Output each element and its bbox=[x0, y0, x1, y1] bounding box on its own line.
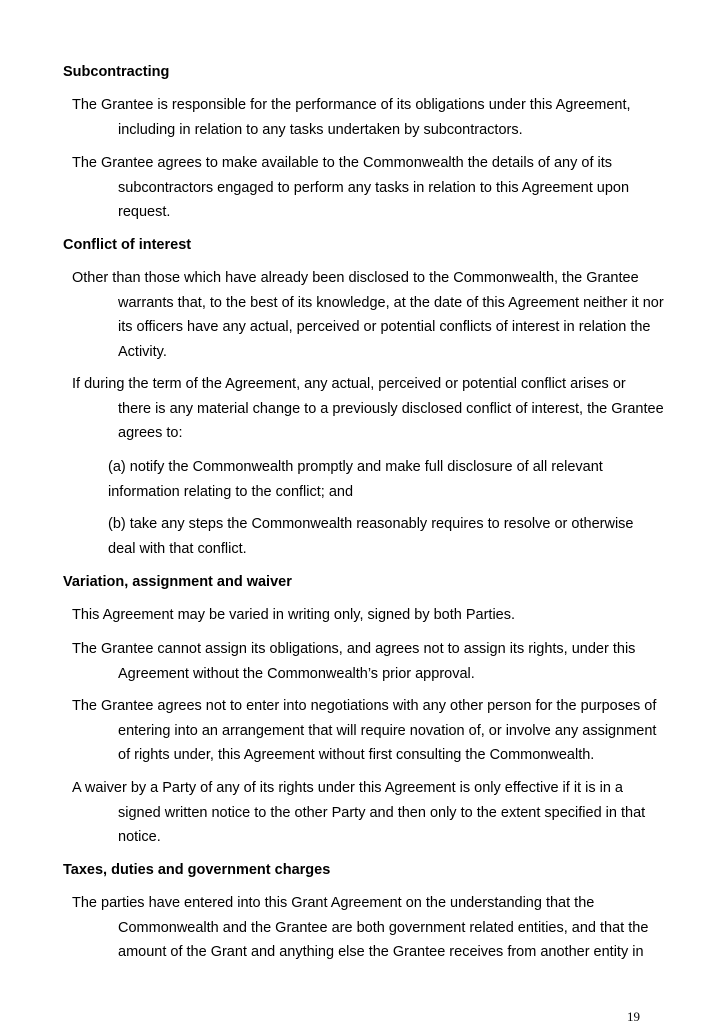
paragraph-first-line: If during the term of the Agreement, any actual, perceived or potential conflict arises or bbox=[72, 376, 626, 392]
paragraph-first-line: The Grantee agrees to make available to the Commonwealth the details of any of its bbox=[72, 155, 613, 171]
paragraph-continuation: subcontractors engaged to perform any tasks in relation to this Agreement upon request. bbox=[118, 179, 630, 220]
list-item-b: (b) take any steps the Commonwealth reasonably requires to resolve or otherwise deal with that conflict. bbox=[108, 516, 634, 557]
paragraph-continuation: warrants that, to the best of its knowledge, at the date of this Agreement neither it nor its officers have any actual, perceived or potential conflicts of interest in relation the Activity. bbox=[118, 294, 664, 360]
paragraph-taxes-understanding bbox=[72, 891, 672, 965]
paragraph-novation bbox=[72, 694, 672, 768]
paragraph-continuation: Commonwealth and the Grantee are both government related entities, and that the amount of the Grant and anything else the Grantee receives from another entity in bbox=[118, 919, 649, 960]
heading-conflict-of-interest: Conflict of interest bbox=[63, 237, 192, 253]
paragraph-conflict-warranty bbox=[72, 266, 672, 364]
paragraph-assignment bbox=[72, 637, 672, 686]
paragraph-first-line: The Grantee cannot assign its obligations, and agrees not to assign its rights, under this bbox=[72, 641, 636, 657]
paragraph-first-line: The parties have entered into this Grant Agreement on the understanding that the bbox=[72, 895, 595, 911]
paragraph-variation bbox=[72, 603, 672, 628]
paragraph-continuation: Agreement without the Commonwealth’s prior approval. bbox=[118, 665, 475, 682]
heading-subcontracting: Subcontracting bbox=[63, 64, 170, 80]
paragraph-subcontractor-details bbox=[72, 151, 672, 225]
paragraph-first-line: Other than those which have already been disclosed to the Commonwealth, the Grantee bbox=[72, 270, 639, 286]
paragraph-first-line: This Agreement may be varied in writing only, signed by both Parties. bbox=[72, 607, 516, 623]
paragraph-first-line: The Grantee is responsible for the performance of its obligations under this Agreement, bbox=[72, 97, 631, 113]
paragraph-continuation: entering into an arrangement that will require novation of, or involve any assignment of rights under, this Agreement without first consulting the Commonwealth. bbox=[118, 722, 657, 763]
paragraph-first-line: A waiver by a Party of any of its rights under this Agreement is only effective if it is in a bbox=[72, 780, 623, 796]
paragraph-first-line: The Grantee agrees not to enter into negotiations with any other person for the purposes of bbox=[72, 698, 657, 714]
paragraph-continuation: signed written notice to the other Party and then only to the extent specified in that notice. bbox=[118, 804, 646, 845]
paragraph-conflict-arises bbox=[72, 372, 672, 446]
page-number: 19 bbox=[627, 1009, 640, 1024]
heading-variation-assignment-waiver: Variation, assignment and waiver bbox=[63, 574, 292, 590]
paragraph-waiver bbox=[72, 776, 672, 850]
paragraph-continuation: including in relation to any tasks undertaken by subcontractors. bbox=[118, 121, 523, 138]
paragraph-continuation: there is any material change to a previously disclosed conflict of interest, the Grantee agrees to: bbox=[118, 400, 664, 441]
list-item-a: (a) notify the Commonwealth promptly and make full disclosure of all relevant information relating to the conflict; and bbox=[108, 459, 603, 500]
heading-taxes-duties: Taxes, duties and government charges bbox=[63, 862, 331, 878]
paragraph-subcontracting-responsibility bbox=[72, 93, 672, 142]
